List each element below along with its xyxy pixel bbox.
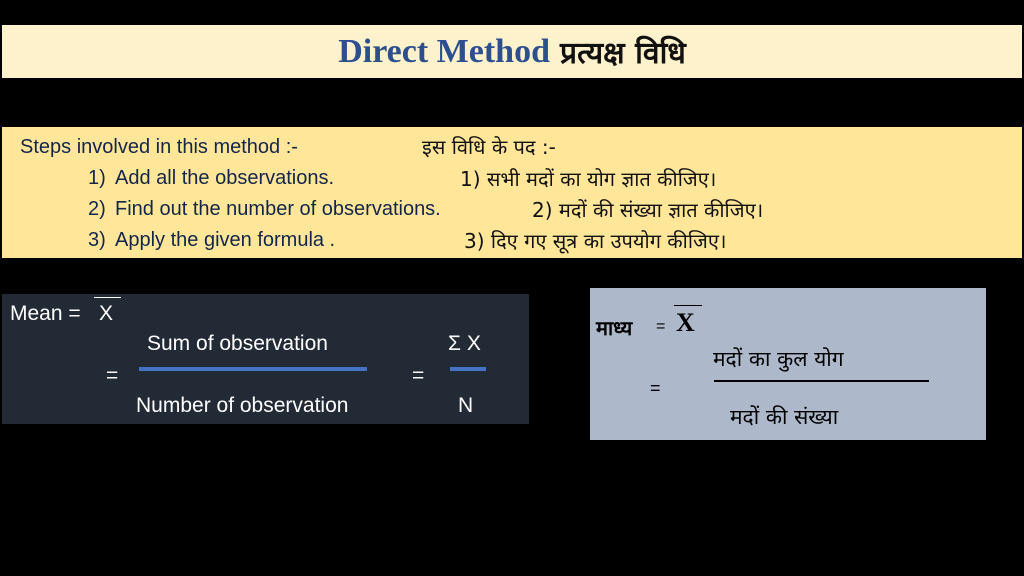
madhya-x-bar-overline [674,305,702,306]
madhya-numerator: मदों का कुल योग [713,347,844,371]
equals-sign-1: = [106,364,119,387]
sigma-numerator: Σ X [448,332,481,355]
step-3-hindi: 3) दिए गए सूत्र का उपयोग कीजिए। [464,229,727,253]
mean-label: Mean = [10,302,81,325]
madhya-formula-box [590,288,986,440]
step-3-number: 3) [88,229,106,251]
steps-heading-hindi: इस विधि के पद :- [422,135,556,159]
x-bar-symbol: X [99,302,114,325]
equals-sign-2: = [412,364,425,387]
madhya-equals-sign: = [650,378,661,398]
step-2-number: 2) [88,198,106,220]
steps-box [2,127,1022,258]
fraction-numerator: Sum of observation [147,332,328,355]
madhya-x-bar-symbol: X [676,308,695,337]
title-bar [2,25,1022,78]
step-1-hindi: 1) सभी मदों का योग ज्ञात कीजिए। [460,167,717,191]
step-3-text: Apply the given formula . [115,229,336,251]
madhya-equals: = [656,318,666,335]
step-2-text: Find out the number of observations. [115,198,441,220]
madhya-label: माध्य [596,316,633,340]
fraction-bar [139,367,367,371]
mean-formula-box [2,294,529,424]
title-hindi: प्रत्यक्ष विधि [560,36,686,71]
x-bar-overline [94,297,121,298]
title-english: Direct Method [338,32,550,70]
steps-heading-english: Steps involved in this method :- [20,136,298,158]
step-1-number: 1) [88,167,106,189]
step-1-text: Add all the observations. [115,167,335,189]
madhya-fraction-bar [714,380,929,382]
sigma-fraction-bar [450,367,486,371]
sigma-denominator: N [458,394,474,417]
step-2-hindi: 2) मदों की संख्या ज्ञात कीजिए। [532,198,764,222]
fraction-denominator: Number of observation [136,394,349,417]
madhya-denominator: मदों की संख्या [730,405,839,429]
